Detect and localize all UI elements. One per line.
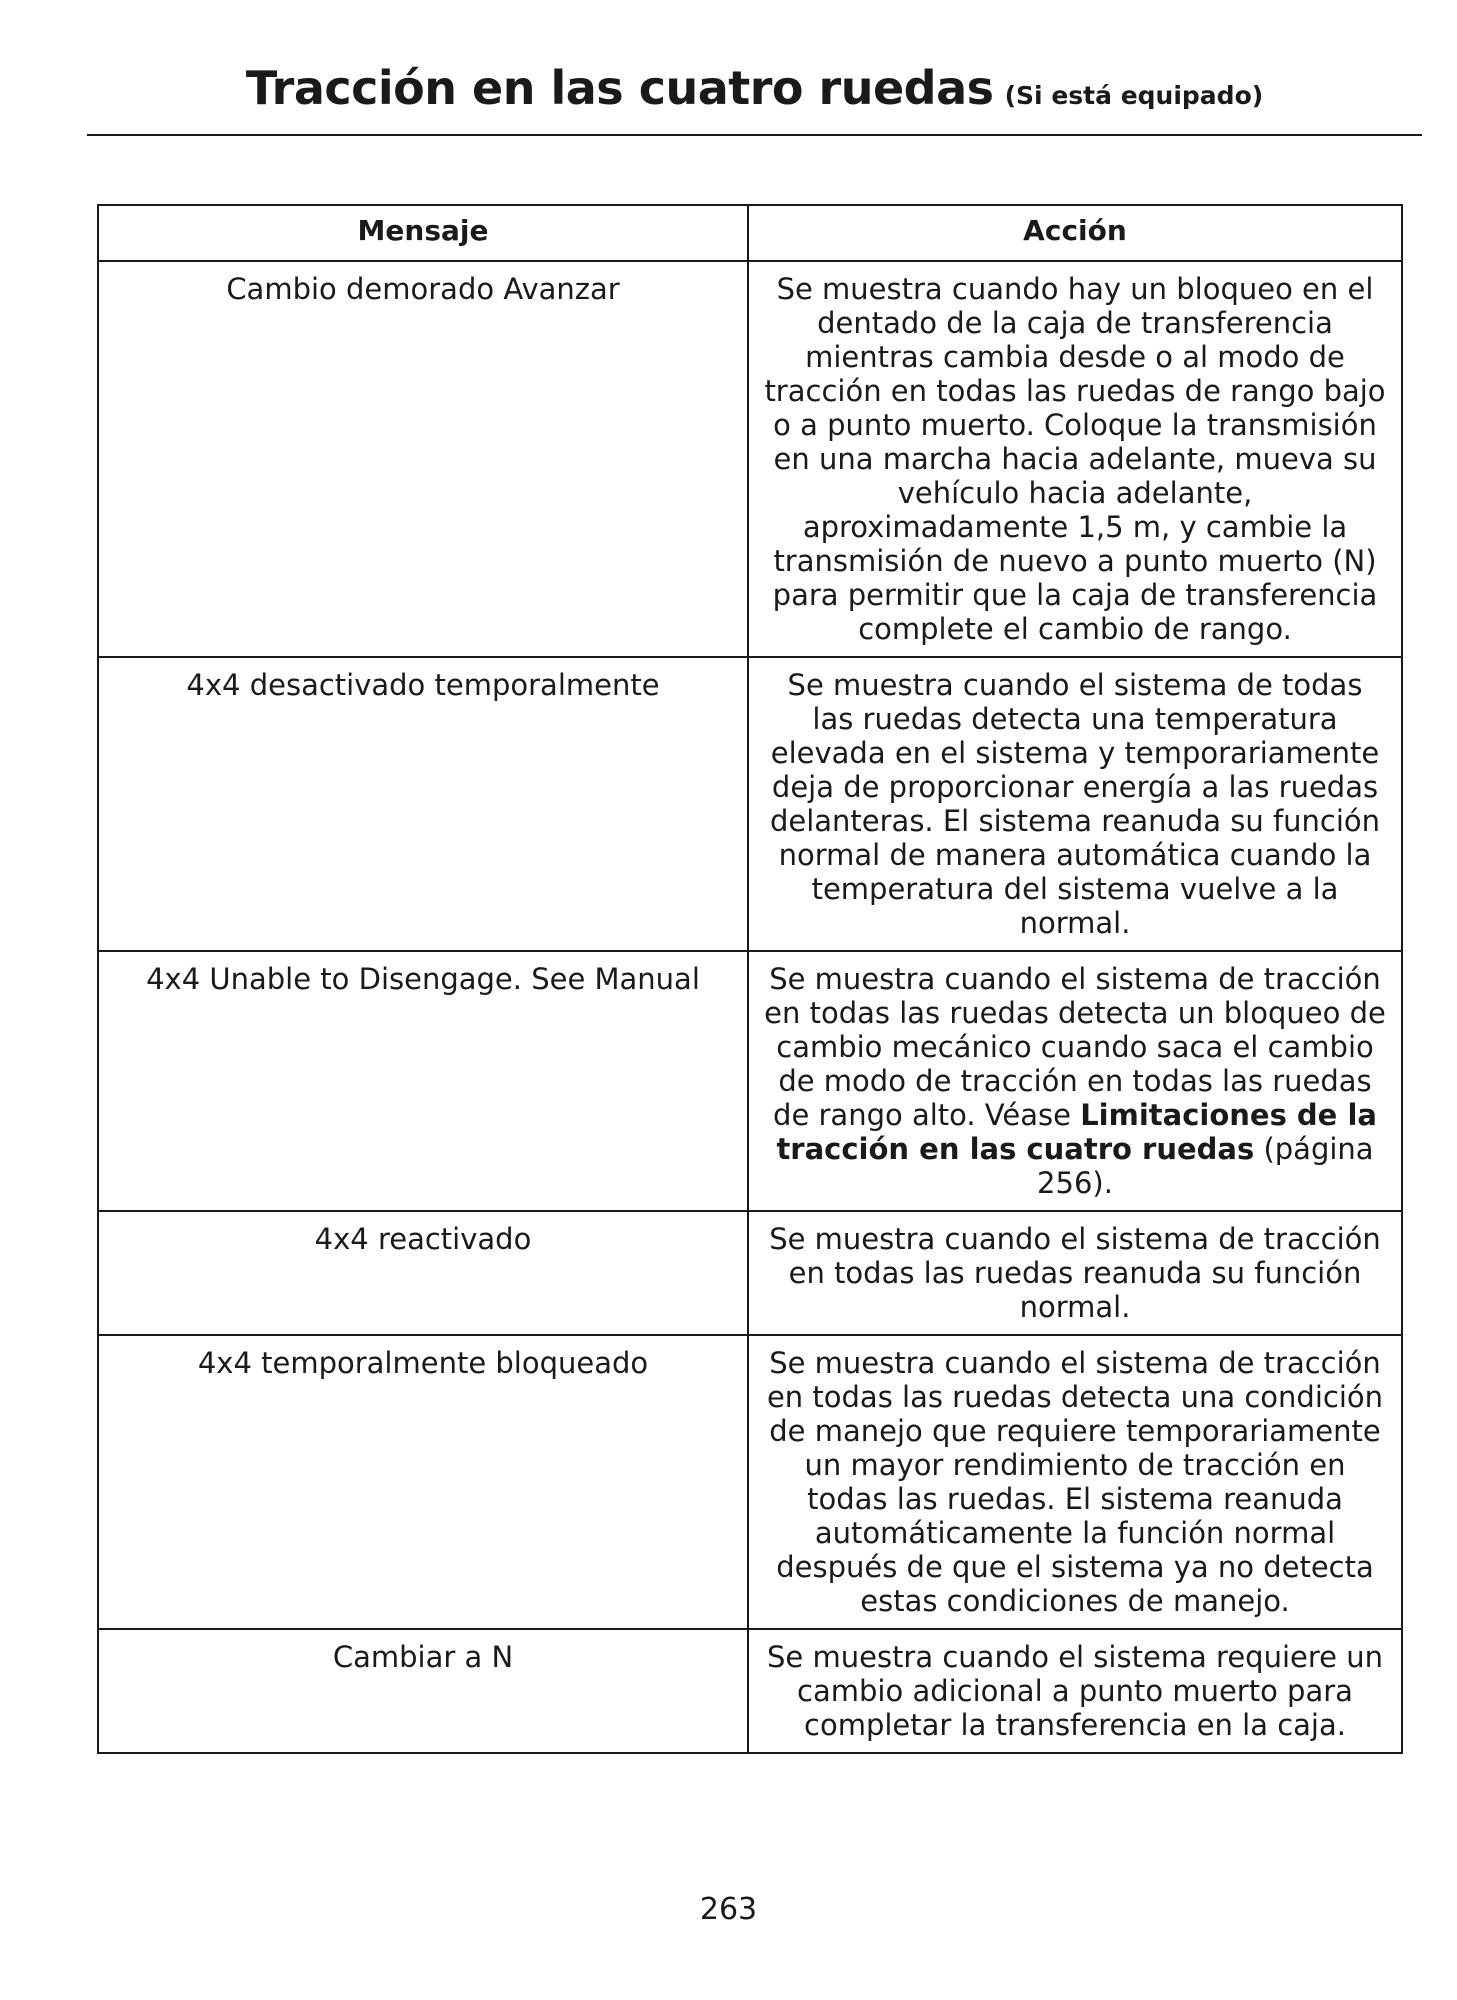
table-row bbox=[98, 261, 1402, 657]
column-header-message: Mensaje bbox=[98, 205, 748, 261]
table-row bbox=[98, 1211, 1402, 1335]
table-row bbox=[98, 1629, 1402, 1753]
table-row bbox=[98, 657, 1402, 951]
page-title: Tracción en las cuatro ruedas bbox=[245, 61, 994, 115]
messages-table bbox=[97, 204, 1403, 1754]
action-cell: Se muestra cuando el sistema de todas las ruedas detecta una temperatura elevada en el sistema y temporariamente deja de proporcionar energía a las ruedas delanteras. El sistema reanuda su función normal de manera automática cuando la temperatura del sistema vuelve a la normal. bbox=[748, 657, 1402, 951]
action-cell bbox=[748, 951, 1402, 1211]
message-cell: 4x4 Unable to Disengage. See Manual bbox=[98, 951, 748, 1211]
message-cell: Cambiar a N bbox=[98, 1629, 748, 1753]
page-number: 263 bbox=[699, 1892, 758, 1927]
action-cell: Se muestra cuando el sistema de tracción en todas las ruedas reanuda su función normal. bbox=[748, 1211, 1402, 1335]
page-subtitle: (Si está equipado) bbox=[1004, 81, 1264, 110]
message-cell: 4x4 desactivado temporalmente bbox=[98, 657, 748, 951]
table-row bbox=[98, 951, 1402, 1211]
action-cell: Se muestra cuando el sistema requiere un cambio adicional a punto muerto para completar la transferencia en la caja. bbox=[748, 1629, 1402, 1753]
table-row bbox=[98, 1335, 1402, 1629]
page-header bbox=[87, 56, 1422, 136]
message-cell: 4x4 temporalmente bloqueado bbox=[98, 1335, 748, 1629]
action-cell: Se muestra cuando el sistema de tracción en todas las ruedas detecta una condición de manejo que requiere temporariamente un mayor rendimiento de tracción en todas las ruedas. El sistema reanuda automáticamente la función normal después de que el sistema ya no detecta estas condiciones de manejo. bbox=[748, 1335, 1402, 1629]
table-header-row bbox=[98, 205, 1402, 261]
message-cell: Cambio demorado Avanzar bbox=[98, 261, 748, 657]
page-reference: (página 256). bbox=[1037, 1132, 1374, 1200]
action-cell: Se muestra cuando hay un bloqueo en el dentado de la caja de transferencia mientras cambia desde o al modo de tracción en todas las ruedas de rango bajo o a punto muerto. Coloque la transmisión en una marcha hacia adelante, mueva su vehículo hacia adelante, aproximadamente 1,5 m, y cambie la transmisión de nuevo a punto muerto (N) para permitir que la caja de transferencia complete el cambio de rango. bbox=[748, 261, 1402, 657]
column-header-action: Acción bbox=[748, 205, 1402, 261]
action-text: Se muestra cuando el sistema de tracción en todas las ruedas detecta un bloqueo de cambio mecánico cuando saca el cambio de modo de tracción en todas las ruedas de rango alto. Véase bbox=[764, 962, 1386, 1132]
message-cell: 4x4 reactivado bbox=[98, 1211, 748, 1335]
cross-reference-link[interactable]: Limitaciones de la tracción en las cuatro ruedas bbox=[776, 1098, 1377, 1166]
